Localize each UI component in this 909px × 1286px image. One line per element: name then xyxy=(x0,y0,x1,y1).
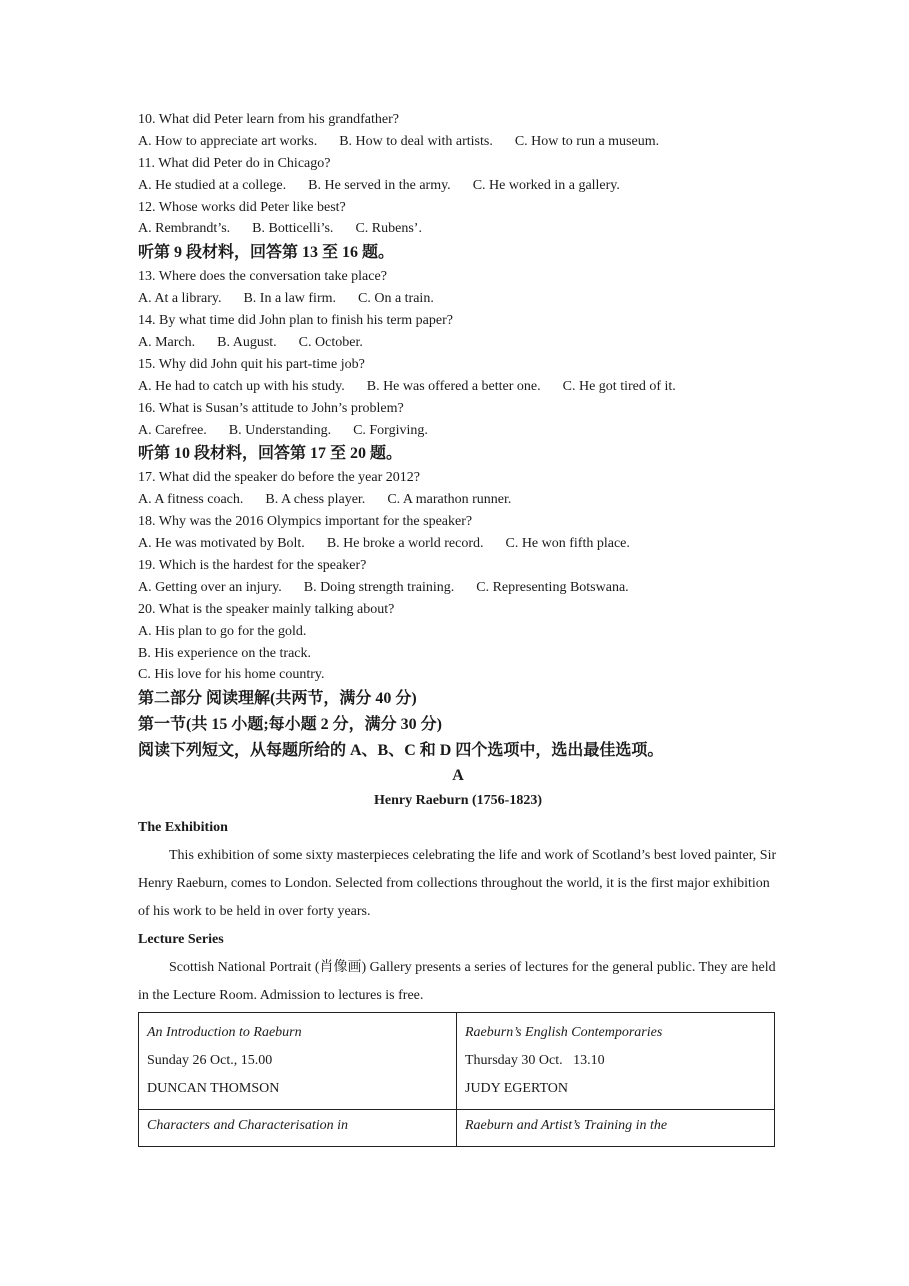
table-row xyxy=(139,1013,775,1110)
options-row xyxy=(138,218,778,240)
option-c: C. On a train. xyxy=(358,291,434,307)
question-20 xyxy=(138,599,778,687)
option-a: A. His plan to go for the gold. xyxy=(138,623,307,639)
option-b: B. Doing strength training. xyxy=(303,579,455,595)
option-b: B. He served in the army. xyxy=(308,177,451,193)
table-row xyxy=(139,1110,775,1147)
lecture-title: Raeburn and Artist’s Training in the xyxy=(465,1118,668,1134)
question-11 xyxy=(138,153,778,197)
lecture-cell xyxy=(457,1110,775,1147)
question-18 xyxy=(138,511,778,555)
part2-heading: 第二部分 阅读理解(共两节，满分 40 分) xyxy=(138,690,417,708)
section1-heading: 第一节(共 15 小题;每小题 2 分，满分 30 分) xyxy=(138,716,442,734)
lecture-paragraph: Scottish National Portrait (肖像画) Gallery presents a series of lectures for the general public. They are held in the Lecture Room. Admission to lectures is free. xyxy=(138,960,776,1004)
option-b: B. How to deal with artists. xyxy=(339,133,493,149)
option-a: A. How to appreciate art works. xyxy=(138,133,318,149)
option-b: B. Botticelli’s. xyxy=(252,221,334,237)
question-12 xyxy=(138,197,778,241)
question-text: 20. What is the speaker mainly talking about? xyxy=(138,601,395,617)
question-text: 11. What did Peter do in Chicago? xyxy=(138,155,331,171)
passage-letter: A xyxy=(452,767,464,785)
option-b: B. In a law firm. xyxy=(243,291,336,307)
exhibition-paragraph: This exhibition of some sixty masterpieces celebrating the life and work of Scotland’s best loved painter, Sir Henry Raeburn, comes to London. Selected from collections throughout the world, it is the first major exhibition of his work to be held in over forty years. xyxy=(138,848,777,920)
question-10 xyxy=(138,109,778,153)
lecture-speaker: DUNCAN THOMSON xyxy=(147,1081,280,1097)
options-row xyxy=(138,288,778,310)
question-text: 19. Which is the hardest for the speaker? xyxy=(138,558,367,574)
options-row xyxy=(138,332,778,354)
lecture-time: Thursday 30 Oct. 13.10 xyxy=(465,1053,605,1069)
section-heading-9: 听第 9 段材料，回答第 13 至 16 题。 xyxy=(138,244,395,262)
lecture-title: Characters and Characterisation in xyxy=(147,1118,349,1134)
option-a: A. He was motivated by Bolt. xyxy=(138,536,305,552)
exhibition-heading: The Exhibition xyxy=(138,820,228,836)
option-b: B. Understanding. xyxy=(228,422,332,438)
option-b: B. He was offered a better one. xyxy=(366,378,541,394)
question-19 xyxy=(138,555,778,599)
lecture-table xyxy=(138,1012,775,1147)
lecture-time: Sunday 26 Oct., 15.00 xyxy=(147,1053,273,1069)
options-row xyxy=(138,420,778,442)
option-b: B. His experience on the track. xyxy=(138,645,311,661)
options-row xyxy=(138,577,778,599)
option-a: A. He studied at a college. xyxy=(138,177,287,193)
question-17 xyxy=(138,467,778,511)
lecture-cell xyxy=(457,1013,775,1110)
question-text: 13. Where does the conversation take place? xyxy=(138,269,387,285)
option-c: C. He won fifth place. xyxy=(505,536,630,552)
question-text: 15. Why did John quit his part-time job? xyxy=(138,356,365,372)
options-row xyxy=(138,175,778,197)
option-a: A. Rembrandt’s. xyxy=(138,221,231,237)
option-a: A. At a library. xyxy=(138,291,222,307)
question-text: 12. Whose works did Peter like best? xyxy=(138,199,346,215)
option-a: A. March. xyxy=(138,335,196,351)
lecture-cell xyxy=(139,1110,457,1147)
option-c: C. Forgiving. xyxy=(353,422,428,438)
lecture-heading: Lecture Series xyxy=(138,932,224,948)
question-text: 17. What did the speaker do before the year 2012? xyxy=(138,470,420,486)
option-c: C. October. xyxy=(298,335,363,351)
option-c: C. Rubens’. xyxy=(355,221,422,237)
options-row xyxy=(138,533,778,555)
option-c: C. He got tired of it. xyxy=(562,378,676,394)
options-row xyxy=(138,376,778,398)
option-c: C. A marathon runner. xyxy=(387,492,512,508)
section-heading-10: 听第 10 段材料，回答第 17 至 20 题。 xyxy=(138,445,403,463)
option-a: A. A fitness coach. xyxy=(138,492,244,508)
question-14 xyxy=(138,310,778,354)
option-a: A. Getting over an injury. xyxy=(138,579,282,595)
option-c: C. How to run a museum. xyxy=(514,133,660,149)
lecture-title: Raeburn’s English Contemporaries xyxy=(465,1025,663,1041)
option-a: A. He had to catch up with his study. xyxy=(138,378,345,394)
lecture-cell xyxy=(139,1013,457,1110)
option-b: B. He broke a world record. xyxy=(326,536,484,552)
option-c: C. His love for his home country. xyxy=(138,667,325,683)
option-b: B. A chess player. xyxy=(265,492,366,508)
question-text: 18. Why was the 2016 Olympics important for the speaker? xyxy=(138,514,473,530)
option-a: A. Carefree. xyxy=(138,422,207,438)
option-b: B. August. xyxy=(217,335,277,351)
instruction: 阅读下列短文，从每题所给的 A、B、C 和 D 四个选项中，选出最佳选项。 xyxy=(138,742,664,760)
option-c: C. He worked in a gallery. xyxy=(472,177,620,193)
question-13 xyxy=(138,266,778,310)
option-c: C. Representing Botswana. xyxy=(476,579,629,595)
question-15 xyxy=(138,354,778,398)
question-text: 14. By what time did John plan to finish his term paper? xyxy=(138,313,453,329)
question-16 xyxy=(138,398,778,442)
question-text: 16. What is Susan’s attitude to John’s problem? xyxy=(138,400,404,416)
passage-title: Henry Raeburn (1756-1823) xyxy=(374,793,542,809)
lecture-speaker: JUDY EGERTON xyxy=(465,1081,568,1097)
question-text: 10. What did Peter learn from his grandfather? xyxy=(138,112,399,127)
lecture-title: An Introduction to Raeburn xyxy=(147,1025,302,1041)
options-row xyxy=(138,131,778,153)
exam-page xyxy=(138,109,778,1147)
options-row xyxy=(138,489,778,511)
